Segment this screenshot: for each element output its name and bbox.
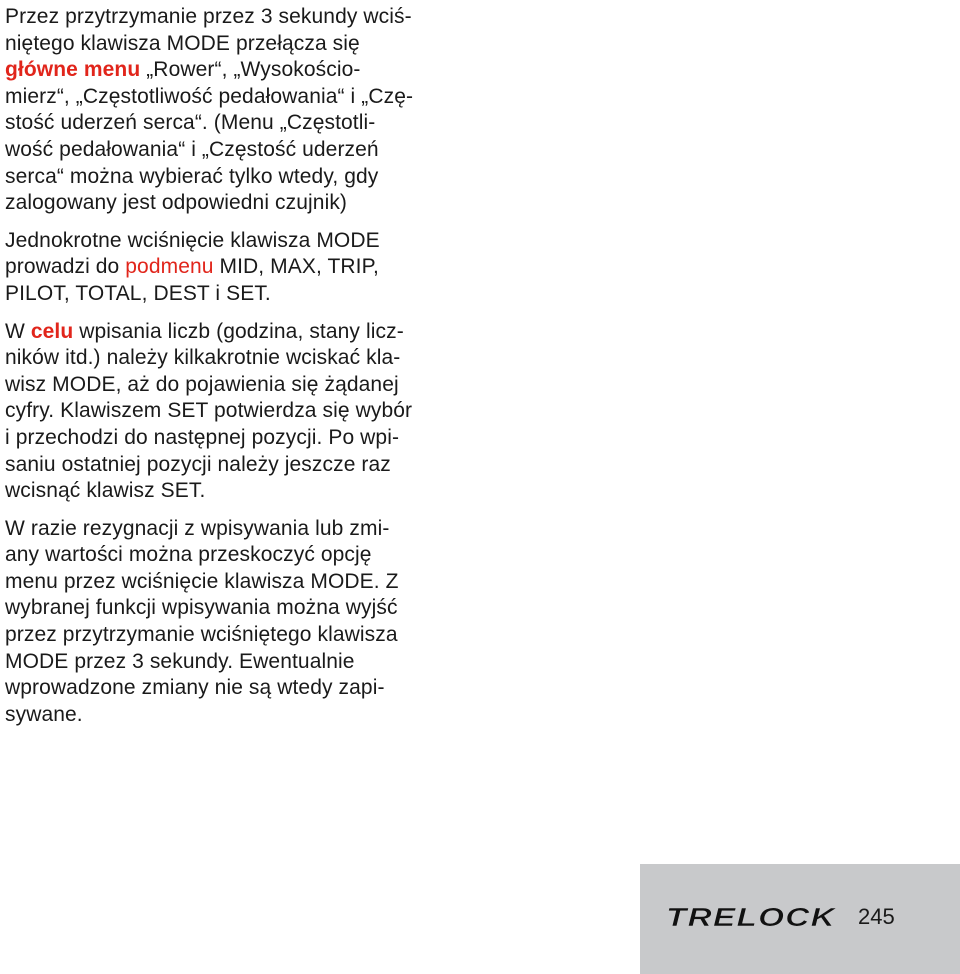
text-line: [5, 137, 455, 164]
paragraph: [5, 4, 455, 217]
text-line: [5, 595, 455, 622]
text-line: [5, 4, 455, 31]
text-line: [5, 84, 455, 111]
text-segment: wość pedałowania“ i „Częstość uderzeń: [5, 137, 379, 161]
text-line: [5, 649, 455, 676]
trelock-logo: [664, 902, 840, 932]
text-segment: wcisnąć klawisz SET.: [5, 479, 206, 503]
text-segment: mierz“, „Częstotliwość pedałowania“ i „Czę-: [5, 84, 414, 108]
text-line: [5, 110, 455, 137]
page-number: 245: [858, 904, 895, 929]
text-segment: serca“ można wybierać tylko wtedy, gdy: [5, 164, 379, 188]
text-line: [5, 319, 455, 346]
text-line: [5, 164, 455, 191]
text-segment: saniu ostatniej pozycji należy jeszcze raz: [5, 452, 391, 476]
text-line: [5, 345, 455, 372]
text-line: [5, 228, 455, 255]
highlighted-term: celu: [30, 319, 74, 343]
text-segment: Jednokrotne wciśnięcie klawisza MODE: [5, 228, 380, 252]
text-line: [5, 398, 455, 425]
text-segment: any wartości można przeskoczyć opcję: [5, 543, 372, 567]
text-line: [5, 425, 455, 452]
text-segment: przez przytrzymanie wciśniętego klawisza: [5, 623, 398, 647]
text-segment: ników itd.) należy kilkakrotnie wciskać kla-: [5, 346, 401, 370]
text-line: [5, 31, 455, 58]
text-line: [5, 516, 455, 543]
text-segment: MID, MAX, TRIP,: [213, 255, 379, 279]
text-segment: wpisania liczb (godzina, stany licz-: [73, 319, 404, 343]
text-segment: PILOT, TOTAL, DEST i SET.: [5, 281, 271, 305]
text-line: [5, 702, 455, 729]
text-segment: wybranej funkcji wpisywania można wyjść: [5, 596, 398, 620]
text-segment: MODE przez 3 sekundy. Ewentualnie: [5, 649, 355, 673]
text-line: [5, 190, 455, 217]
text-segment: menu przez wciśnięcie klawisza MODE. Z: [5, 569, 399, 593]
text-segment: sywane.: [5, 702, 83, 726]
trelock-logo-text: TRELOCK: [666, 902, 838, 932]
text-segment: Przez przytrzymanie przez 3 sekundy wciś-: [5, 5, 412, 28]
text-line: [5, 281, 455, 308]
text-line: [5, 372, 455, 399]
text-segment: wprowadzone zmiany nie są wtedy zapi-: [5, 676, 385, 700]
text-segment: wisz MODE, aż do pojawienia się żądanej: [5, 372, 399, 396]
text-line: [5, 542, 455, 569]
text-segment: i przechodzi do następnej pozycji. Po wpi-: [5, 425, 400, 449]
text-line: [5, 254, 455, 281]
text-line: [5, 622, 455, 649]
text-line: [5, 569, 455, 596]
text-line: [5, 675, 455, 702]
body-text-column: [5, 4, 455, 739]
text-segment: stość uderzeń serca“. (Menu „Częstotli-: [5, 111, 376, 135]
paragraph: [5, 516, 455, 729]
paragraph: [5, 228, 455, 308]
highlighted-term: podmenu: [125, 255, 214, 279]
text-segment: „Rower“, „Wysokościo-: [140, 58, 361, 82]
paragraph: [5, 319, 455, 505]
text-line: [5, 57, 455, 84]
text-line: [5, 478, 455, 505]
text-segment: W razie rezygnacji z wpisywania lub zmi-: [5, 516, 390, 540]
text-segment: prowadzi do: [5, 255, 126, 279]
text-segment: W: [5, 319, 31, 343]
highlighted-term: główne menu: [5, 58, 141, 82]
text-segment: cyfry. Klawiszem SET potwierdza się wybór: [5, 399, 413, 423]
text-line: [5, 452, 455, 479]
text-segment: niętego klawisza MODE przełącza się: [5, 31, 360, 55]
text-segment: zalogowany jest odpowiedni czujnik): [5, 191, 348, 215]
